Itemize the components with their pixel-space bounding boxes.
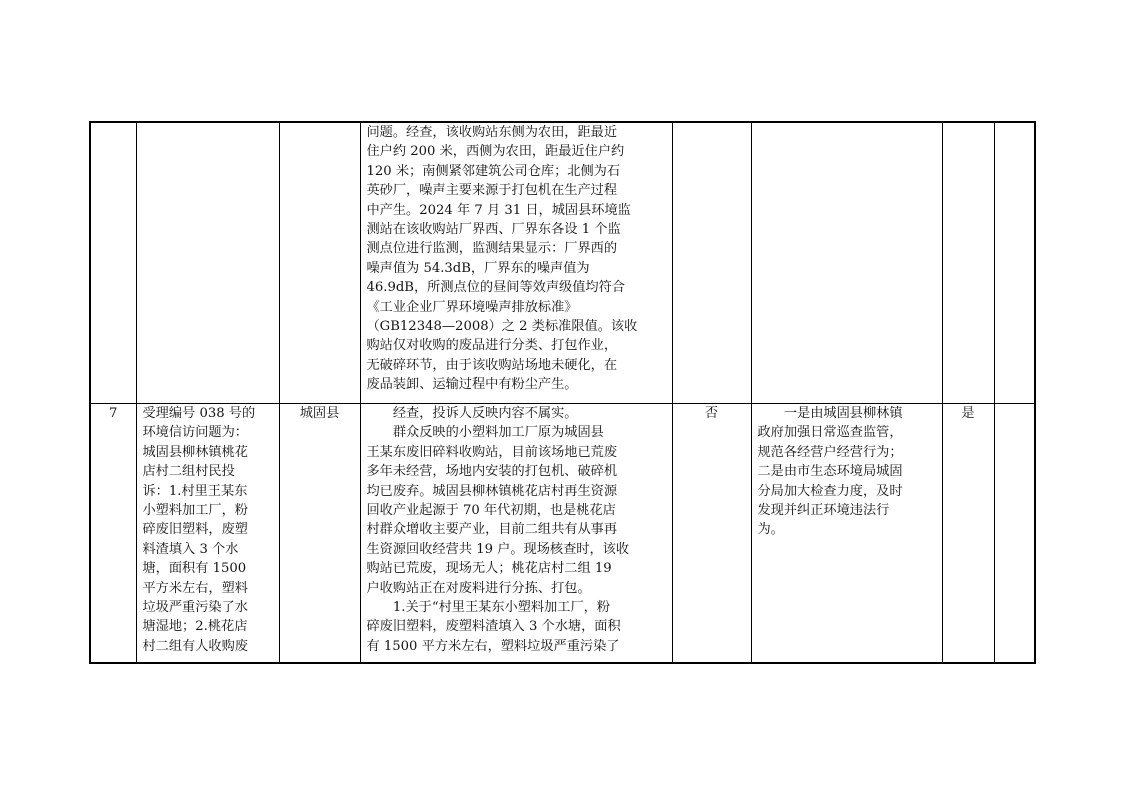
complaint-table (89, 121, 1036, 664)
investigation-text (361, 123, 672, 395)
text-line: 村二组有人收购废 (142, 638, 248, 654)
text-line: 小塑料加工厂，粉 (142, 503, 248, 519)
cell-closed (942, 122, 994, 404)
text-line: 王某东废旧碎料收购站，目前该场地已荒废 (366, 444, 618, 460)
text-line: 无破碎环节，由于该收购站场地未硬化，在 (366, 357, 618, 373)
cell-is-true (672, 122, 751, 404)
is-true-cell: 否 (672, 404, 751, 664)
cell-measures (751, 122, 942, 404)
text-line: 城固县柳林镇桃花 (142, 444, 248, 460)
cell-measures (751, 404, 942, 664)
text-line: 英砂厂，噪声主要来源于打包机在生产过程 (366, 183, 618, 199)
text-line: （GB12348—2008）之 2 类标准限值。该收 (366, 319, 638, 335)
text-line: 料渣填入 3 个水 (142, 541, 239, 557)
cell-investigation (360, 404, 672, 664)
county-cell: 城固县 (279, 404, 360, 664)
text-line: 诉：1.村里王某东 (142, 483, 248, 499)
text-line: 一是由城固县柳林镇 (757, 406, 903, 421)
text-line: 塘，面积有 1500 (142, 561, 247, 577)
text-line: 垃圾严重污染了水 (142, 600, 248, 616)
text-line: 测站在该收购站厂界西、厂界东各设 1 个监 (366, 222, 621, 238)
text-line: 店村二组村民投 (142, 464, 235, 480)
text-line: 住户约 200 米，西侧为农田，距最近住户约 (366, 144, 625, 160)
investigation-text (361, 404, 672, 656)
text-line: 《工业企业厂界环境噪声排放标准》 (366, 299, 578, 315)
text-line: 为。 (757, 522, 784, 538)
text-line: 受理编号 038 号的 (142, 406, 256, 421)
cell-county (279, 122, 360, 404)
text-line: 村群众增收主要产业，目前二组共有从事再 (366, 522, 618, 538)
text-line: 经查，投诉人反映内容不属实。 (366, 406, 578, 421)
text-line: 生资源回收经营共 19 户。现场核查时，该收 (366, 541, 630, 557)
text-line: 多年未经营，场地内安装的打包机、破碎机 (366, 464, 618, 480)
text-line: 群众反映的小塑料加工厂原为城固县 (366, 425, 604, 441)
text-line: 环境信访问题为： (142, 425, 248, 441)
text-line: 购站已荒废，现场无人；桃花店村二组 19 (366, 561, 612, 577)
text-line: 46.9dB，所测点位的昼间等效声级值均符合 (366, 280, 625, 296)
text-line: 户收购站正在对废料进行分拣、打包。 (366, 580, 591, 596)
text-line: 有 1500 平方米左右，塑料垃圾严重污染了 (366, 638, 620, 654)
text-line: 均已废弃。城固县柳林镇桃花店村再生资源 (366, 483, 618, 499)
text-line: 碎废旧塑料，废塑 (142, 522, 248, 538)
text-line: 测点位进行监测，监测结果显示：厂界西的 (366, 241, 618, 257)
text-line: 政府加强日常巡查监管， (757, 425, 903, 441)
text-line: 噪声值为 54.3dB，厂界东的噪声值为 (366, 260, 590, 276)
text-line: 1.关于“村里王某东小塑料加工厂，粉 (366, 600, 611, 616)
row-number: 7 (90, 404, 136, 664)
closed-cell: 是 (942, 404, 994, 664)
cell-investigation (360, 122, 672, 404)
text-line: 中产生。2024 年 7 月 31 日，城固县环境监 (366, 202, 631, 218)
text-line: 分局加大检查力度，及时 (757, 483, 903, 499)
text-line: 120 米；南侧紧邻建筑公司仓库；北侧为石 (366, 163, 621, 179)
text-line: 发现并纠正环境违法行 (757, 503, 890, 519)
cell-complaint (136, 404, 279, 664)
text-line: 平方米左右，塑料 (142, 580, 248, 596)
text-line: 废品装卸、运输过程中有粉尘产生。 (366, 377, 578, 393)
measures-text (752, 404, 942, 540)
text-line: 二是由市生态环境局城固 (757, 464, 903, 480)
text-line: 塘湿地；2.桃花店 (142, 619, 248, 635)
text-line: 碎废旧塑料，废塑料渣填入 3 个水塘，面积 (366, 619, 621, 635)
text-line: 规范各经营户经营行为； (757, 444, 903, 460)
cell-remark (994, 122, 1035, 404)
table-row (90, 122, 1035, 404)
text-line: 问题。经查，该收购站东侧为农田，距最近 (366, 125, 618, 140)
complaint-text (137, 404, 279, 656)
cell-complaint (136, 122, 279, 404)
cell-remark (994, 404, 1035, 664)
table-row (90, 404, 1035, 664)
cell-number (90, 122, 136, 404)
text-line: 购站仅对收购的废品进行分类、打包作业， (366, 338, 618, 354)
text-line: 回收产业起源于 70 年代初期，也是桃花店 (366, 503, 616, 519)
